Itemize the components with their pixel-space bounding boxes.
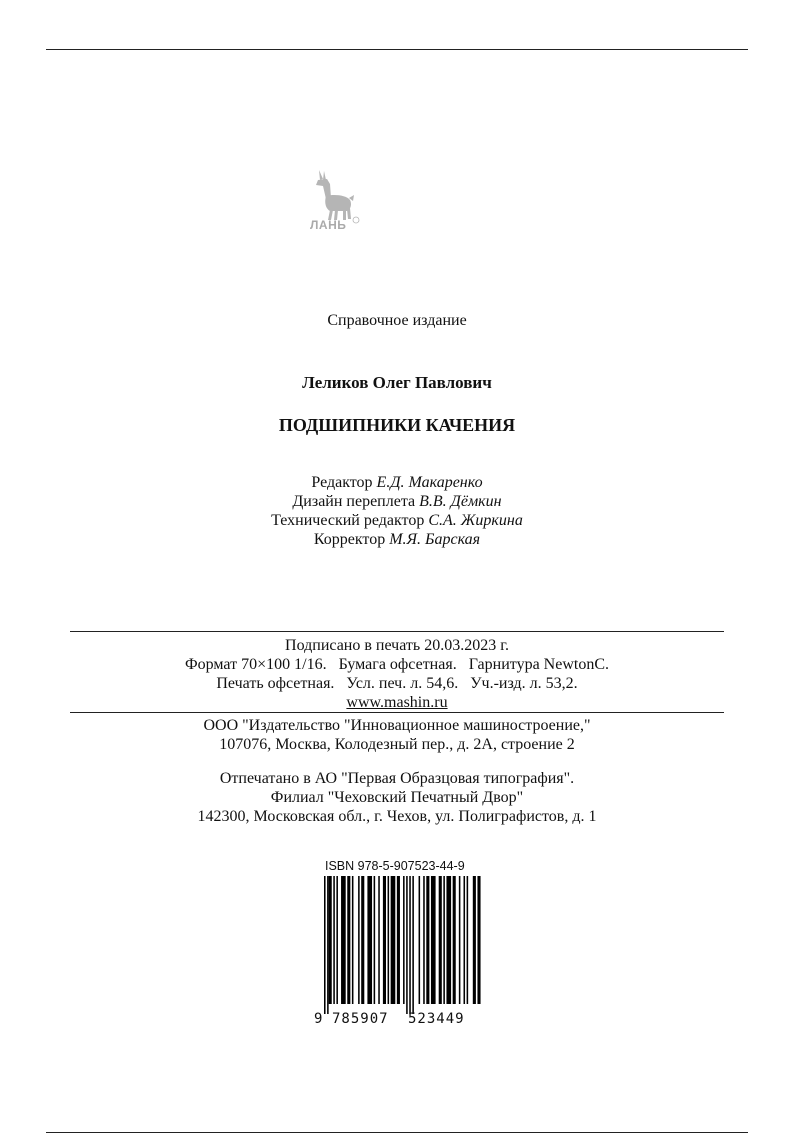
barcode-digits-right: 523449 <box>408 1011 465 1026</box>
credits-block <box>0 473 794 549</box>
barcode-bar <box>374 876 376 1004</box>
barcode-bar <box>467 876 469 1004</box>
publisher-name: ООО "Издательство "Инновационное машиностроение," <box>203 717 591 734</box>
barcode-bar <box>352 876 354 1004</box>
credit-role: Технический редактор <box>271 512 425 529</box>
printer-line-2: Филиал "Чеховский Печатный Двор" <box>270 789 524 806</box>
credit-line <box>0 492 794 511</box>
barcode-bar <box>383 876 386 1004</box>
publisher-block <box>0 716 794 754</box>
book-title: ПОДШИПНИКИ КАЧЕНИЯ <box>278 415 516 435</box>
isbn-label: ISBN 978-5-907523-44-9 <box>325 859 465 873</box>
credit-person: С.А. Жиркина <box>428 512 523 529</box>
credit-role: Редактор <box>311 474 373 491</box>
credit-person: М.Я. Барская <box>389 531 481 548</box>
credit-person: Е.Д. Макаренко <box>376 474 483 491</box>
barcode-bar <box>453 876 456 1004</box>
publication-type: Справочное издание <box>327 312 467 329</box>
credit-line <box>0 530 794 549</box>
barcode-bar <box>403 876 405 1004</box>
barcode-bar <box>397 876 400 1004</box>
barcode-bar <box>361 876 364 1004</box>
barcode-bar <box>388 876 390 1004</box>
barcode-bar <box>347 876 350 1004</box>
barcode-bar <box>426 876 429 1004</box>
bottom-rule <box>46 1132 748 1133</box>
barcode-digit-prefix: 9 <box>314 1011 323 1026</box>
barcode-bar <box>329 876 332 1004</box>
printer-line-3: 142300, Московская обл., г. Чехов, ул. Полиграфистов, д. 1 <box>197 808 597 825</box>
barcode-bar <box>406 876 408 1014</box>
credit-role: Корректор <box>313 531 386 548</box>
barcode-bar <box>409 876 411 1014</box>
barcode-bar <box>464 876 466 1004</box>
barcode-bar <box>423 876 425 1004</box>
credit-line <box>0 511 794 530</box>
credit-line <box>0 473 794 492</box>
imprint-top-rule <box>70 631 724 632</box>
credit-role: Дизайн переплета <box>292 493 416 510</box>
barcode-bar <box>341 876 346 1004</box>
publisher-logo-text: ЛАНЬ <box>310 218 347 232</box>
barcode-bar <box>446 876 451 1004</box>
barcode-bar <box>391 876 396 1004</box>
barcode-bar <box>473 876 476 1004</box>
barcode-digits-left: 785907 <box>332 1011 389 1026</box>
barcode-bars <box>324 876 482 1014</box>
barcode-bar <box>412 876 414 1014</box>
format-line: Формат 70×100 1/16. Бумага офсетная. Гарнитура NewtonC. <box>185 656 609 673</box>
imprint-bottom-rule <box>70 712 724 713</box>
publisher-address: 107076, Москва, Колодезный пер., д. 2А, строение 2 <box>219 736 575 753</box>
barcode-bar <box>378 876 380 1004</box>
imprint-block <box>0 636 794 712</box>
barcode-bar <box>367 876 372 1004</box>
barcode-bar <box>333 876 335 1004</box>
author-name: Леликов Олег Павлович <box>302 373 492 392</box>
barcode-guard-bar <box>324 876 326 1014</box>
barcode-bar <box>358 876 360 1004</box>
top-rule <box>46 49 748 50</box>
barcode-bar <box>419 876 421 1004</box>
barcode-bar <box>459 876 461 1004</box>
print-line: Печать офсетная. Усл. печ. л. 54,6. Уч.-изд. л. 53,2. <box>216 675 578 692</box>
printer-block <box>0 769 794 826</box>
isbn-barcode <box>312 876 482 1026</box>
barcode-bar <box>336 876 338 1004</box>
printer-line-1: Отпечатано в АО "Первая Образцовая типография". <box>219 770 575 787</box>
barcode-guard-bar <box>327 876 329 1014</box>
barcode-bar <box>477 876 480 1004</box>
barcode-bar <box>443 876 445 1004</box>
signed-date: Подписано в печать 20.03.2023 г. <box>285 637 509 654</box>
website-link[interactable]: www.mashin.ru <box>346 694 448 711</box>
credit-person: В.В. Дёмкин <box>419 493 502 510</box>
barcode-bar <box>439 876 442 1004</box>
barcode-bar <box>431 876 436 1004</box>
